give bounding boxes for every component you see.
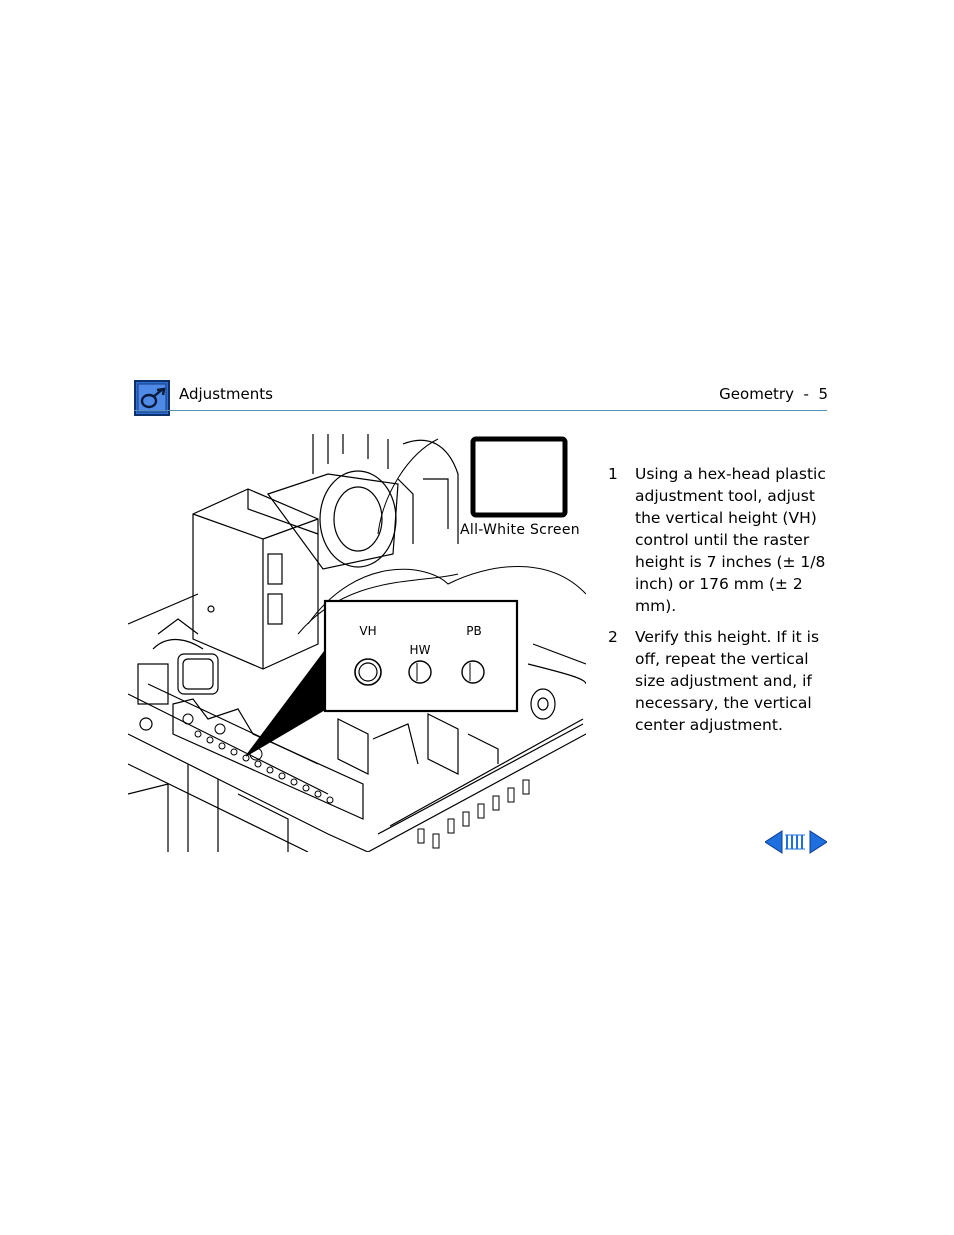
control-label-hw: HW (409, 643, 431, 657)
list-item (608, 626, 828, 736)
page-navigation (765, 830, 827, 854)
right-arrow-icon[interactable] (810, 831, 827, 853)
page-index-icon[interactable] (785, 835, 805, 849)
section-title: Adjustments (179, 385, 273, 403)
control-label-vh: VH (359, 624, 377, 638)
monitor-chassis-illustration (128, 434, 586, 852)
header-divider (134, 410, 827, 411)
instruction-steps (608, 463, 828, 745)
left-arrow-icon[interactable] (765, 831, 782, 853)
all-white-screen (473, 439, 565, 515)
step-text: Using a hex-head plastic adjustment tool, adjust the vertical height (VH) control until the raster height is 7 inches (± 1/8 inch) or 176 mm (± 2 mm). (635, 465, 826, 615)
step-text: Verify this height. If it is off, repeat the vertical size adjustment and, if necessary, the vertical center adjustment. (635, 628, 820, 734)
step-number: 2 (608, 628, 618, 646)
page-reference: Geometry - 5 (719, 385, 828, 403)
control-label-pb: PB (466, 624, 482, 638)
step-number: 1 (608, 465, 618, 483)
screen-caption: All-White Screen (460, 522, 580, 538)
list-item (608, 463, 828, 617)
